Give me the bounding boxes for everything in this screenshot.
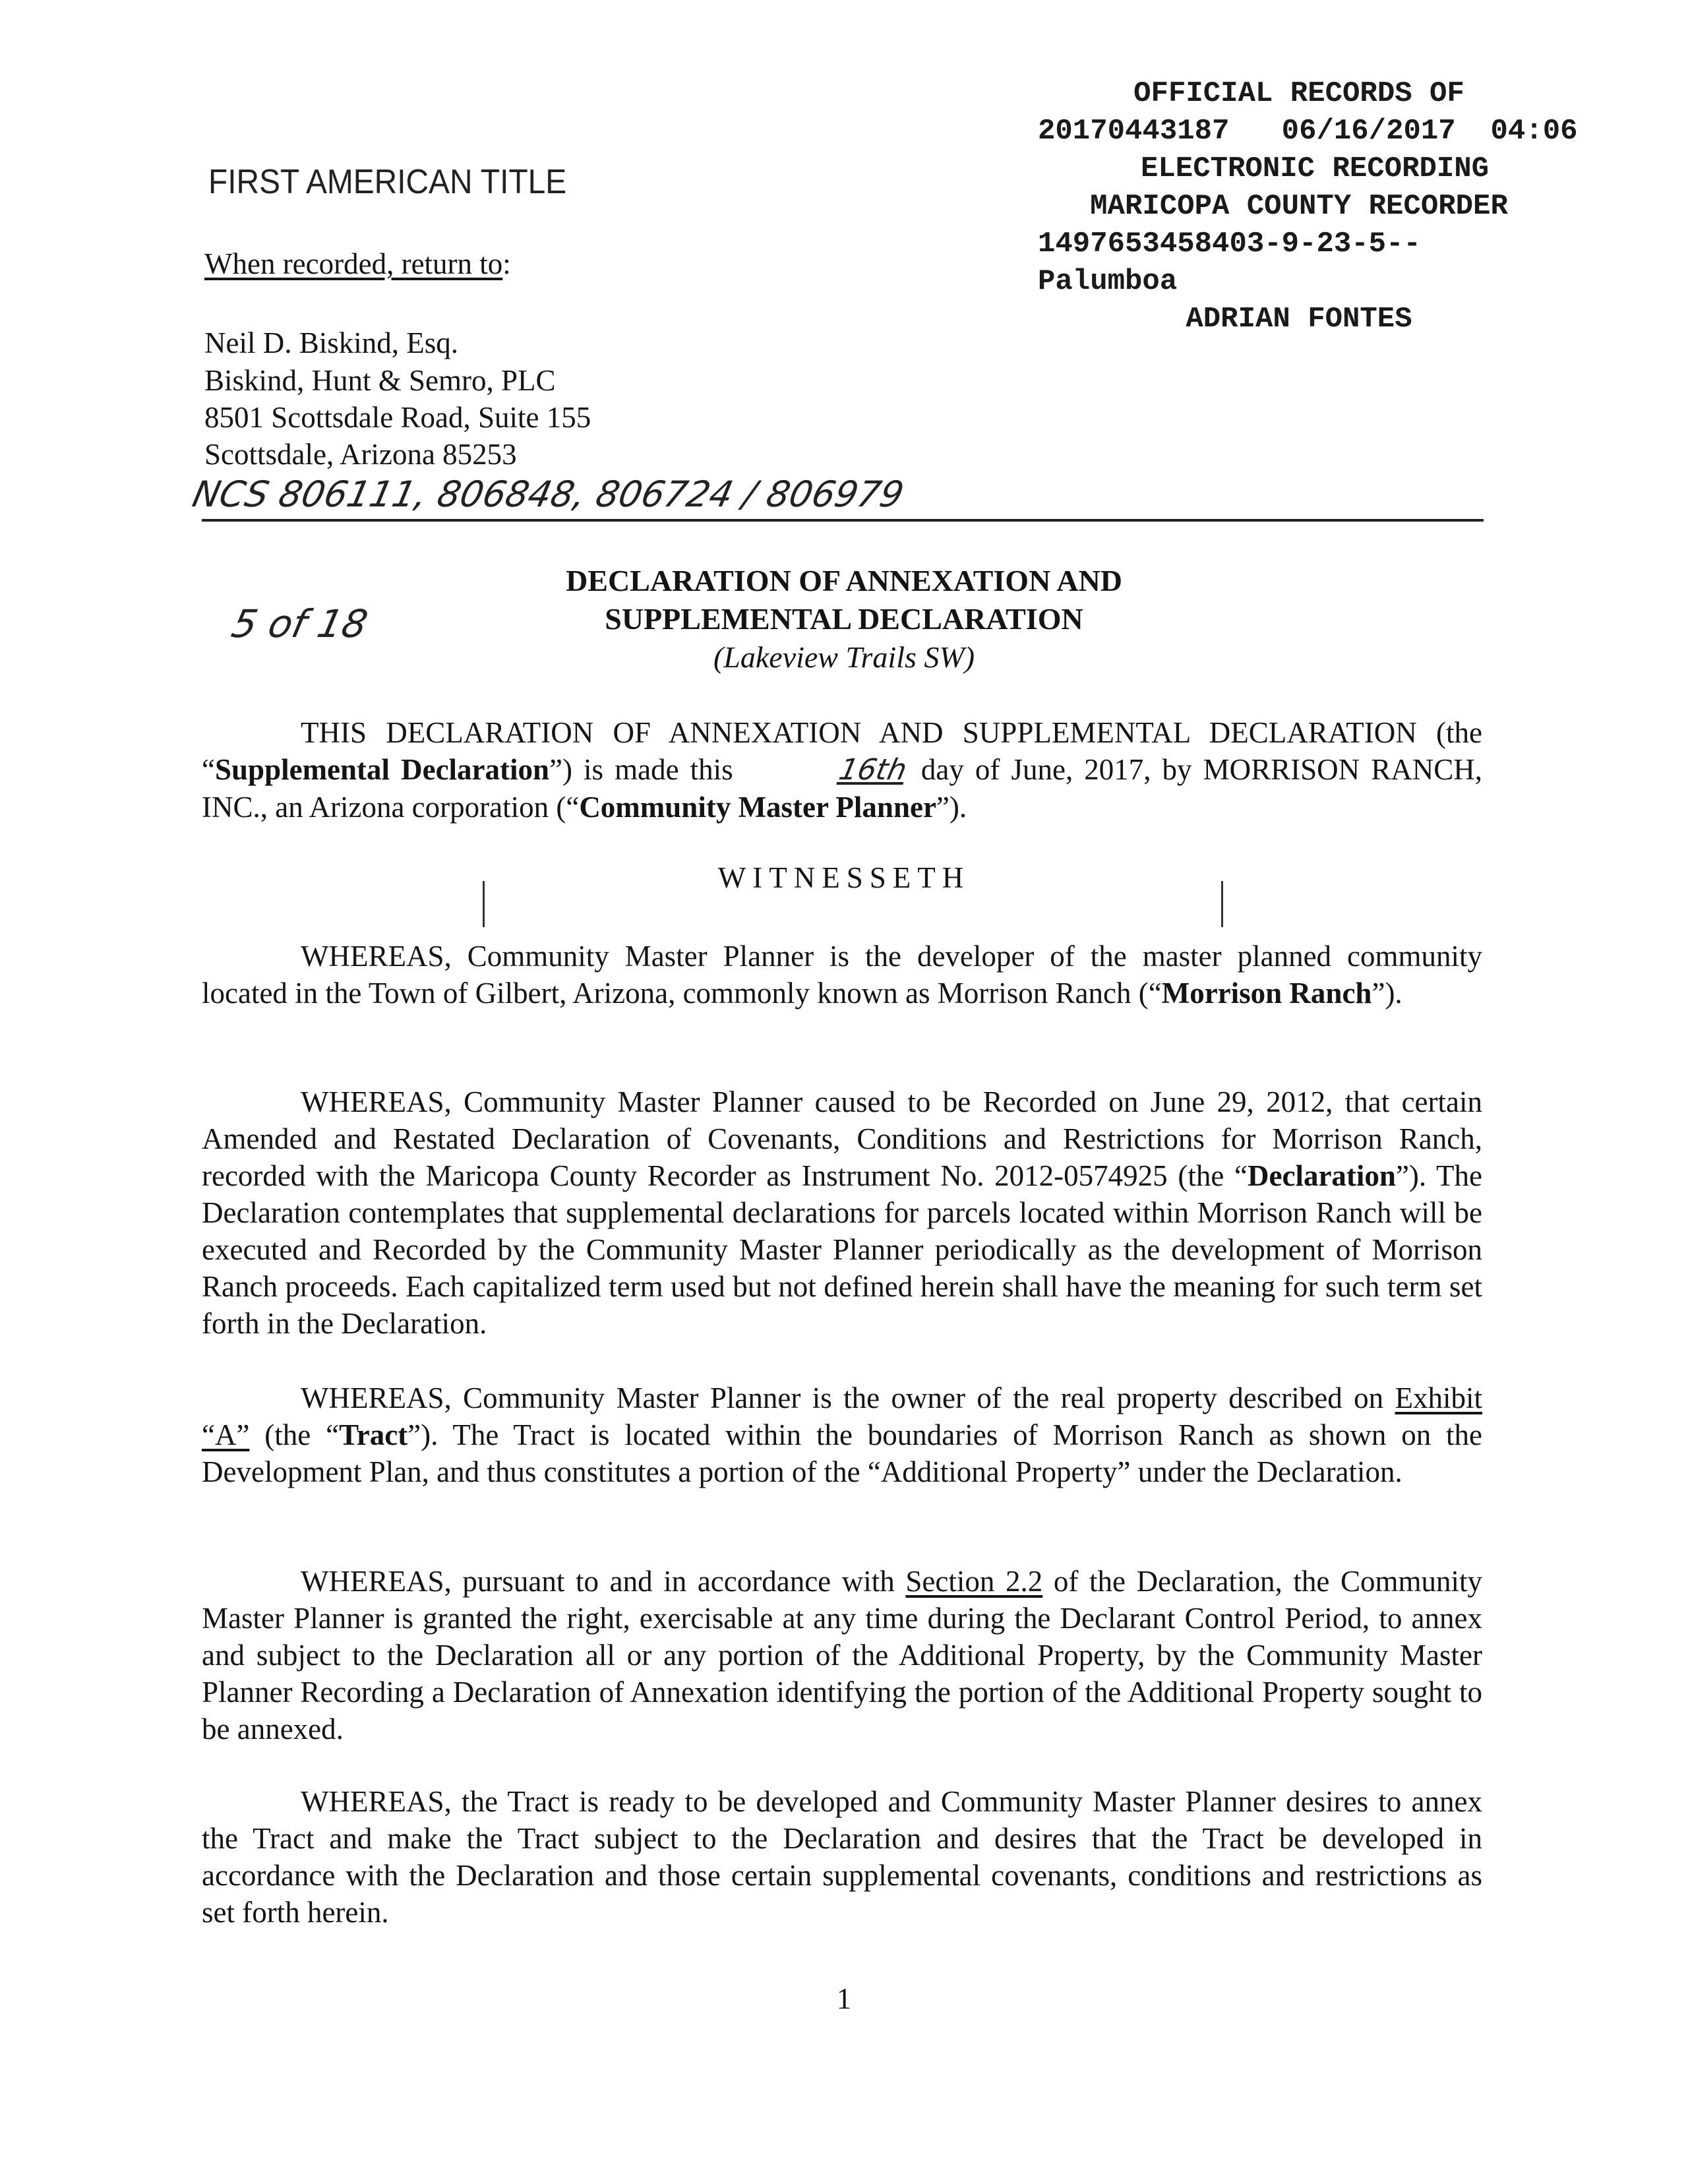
- intro-text-2: ”) is made this: [549, 753, 744, 786]
- handwritten-page-count: 5 of 18: [227, 601, 372, 646]
- intro-bold-planner: Community Master Planner: [579, 791, 936, 824]
- stamp-doc-id: 1497653458403-9-23-5--: [1038, 228, 1421, 260]
- document-heading: [396, 562, 1292, 677]
- title-company: FIRST AMERICAN TITLE: [208, 163, 567, 201]
- return-street: 8501 Scottsdale Road, Suite 155: [204, 401, 591, 434]
- stamp-office-line2: MARICOPA COUNTY RECORDER: [1090, 190, 1508, 223]
- stamp-record-line: 20170443187 06/16/2017 04:06: [1038, 115, 1578, 148]
- recital-3-exhibit-ref: Exhibit “A”: [202, 1381, 1482, 1451]
- recital-5: WHEREAS, the Tract is ready to be developed and Community Master Planner desires to annex the Tract and make the Tract subject to the Declaration and desires that the Tract be developed in accordance with the Declaration and those certain supplemental covenants, conditions and restrictions as set forth herein.: [202, 1785, 1482, 1929]
- recital-1: [202, 938, 1482, 1012]
- recital-2-text: WHEREAS, Community Master Planner caused to be Recorded on June 29, 2012, that certain Amended and Restated Declaration of Covenants, Conditions and Restrictions for Morrison Ranch, recorded with the Maricopa County Recorder as Instrument No. 2012-0574925 (the “: [202, 1085, 1482, 1192]
- stamp-method: ELECTRONIC RECORDING: [1141, 152, 1490, 185]
- recital-3-text-2: (the “: [249, 1418, 340, 1451]
- recital-4-text: WHEREAS, pursuant to and in accordance with: [301, 1565, 906, 1598]
- stamp-filer: Palumboa: [1038, 265, 1178, 298]
- recital-1-text: WHEREAS, Community Master Planner is the developer of the master planned community located in the Town of Gilbert, Arizona, commonly known as Morrison Ranch (“: [202, 940, 1482, 1010]
- intro-text-4: ”).: [936, 791, 967, 824]
- recital-3-bold: Tract: [339, 1418, 408, 1451]
- intro-bold-supplemental: Supplemental Declaration: [214, 753, 550, 786]
- heading-subtitle: (Lakeview Trails SW): [713, 640, 975, 674]
- recital-3-end: ”). The Tract is located within the boundaries of Morrison Ranch as shown on the Development Plan, and thus constitutes a portion of the “Additional Property” under the Declaration.: [202, 1418, 1482, 1488]
- margin-mark-right: [1221, 881, 1223, 927]
- recital-1-bold: Morrison Ranch: [1161, 977, 1372, 1010]
- heading-line1: DECLARATION OF ANNEXATION AND: [566, 564, 1122, 597]
- recorder-stamp: [1029, 0, 1688, 376]
- recital-2: [202, 1083, 1482, 1342]
- recital-3: [202, 1380, 1482, 1490]
- recital-4: [202, 1563, 1482, 1747]
- recital-2-end: ”). The Declaration contemplates that supplemental declarations for parcels located within Morrison Ranch will be executed and Recorded by the Community Master Planner periodically as the development of Morrison Ranch proceeds. Each capitalized term used but not defined herein shall have the meaning for such term set forth in the Declaration.: [202, 1159, 1483, 1340]
- page-number: 1: [836, 1982, 852, 2015]
- intro-text-1: THIS DECLARATION OF ANNEXATION AND SUPPLEMENTAL DECLARATION (the “: [202, 716, 1482, 786]
- return-name: Neil D. Biskind, Esq.: [204, 326, 459, 359]
- intro-text-3: day of June, 2017, by MORRISON RANCH, INC., an Arizona corporation (“: [202, 753, 1482, 824]
- margin-mark-left: [483, 881, 485, 927]
- witnesseth-heading: WITNESSETH: [717, 861, 971, 894]
- recital-4-end: of the Declaration, the Community Master Planner is granted the right, exercisable at any time during the Declarant Control Period, to annex and subject to the Declaration all or any portion of the Additional Property, by the Community Master Planner Recording a Declaration of Annexation identifying the portion of the Additional Property sought to be annexed.: [202, 1565, 1482, 1745]
- recital-4-section-ref: Section 2.2: [905, 1565, 1043, 1598]
- return-to-colon: :: [502, 247, 511, 280]
- separator-rule: [202, 519, 1484, 522]
- stamp-recorder-name: ADRIAN FONTES: [1186, 303, 1412, 336]
- return-city: Scottsdale, Arizona 85253: [204, 438, 517, 471]
- stamp-office-line1: OFFICIAL RECORDS OF: [1133, 77, 1464, 110]
- handwritten-date-day: 16th: [835, 753, 910, 787]
- return-to-label-row: [204, 245, 511, 282]
- recital-3-text: WHEREAS, Community Master Planner is the owner of the real property described on: [301, 1381, 1395, 1414]
- intro-paragraph: [202, 714, 1482, 826]
- recital-1-end: ”).: [1372, 977, 1402, 1010]
- return-firm: Biskind, Hunt & Semro, PLC: [204, 364, 556, 397]
- heading-line2: SUPPLEMENTAL DECLARATION: [605, 602, 1083, 636]
- recital-2-bold: Declaration: [1248, 1159, 1396, 1192]
- handwritten-order-numbers: NCS 806111, 806848, 806724 / 806979: [189, 473, 908, 515]
- return-to-label: When recorded, return to: [204, 247, 503, 280]
